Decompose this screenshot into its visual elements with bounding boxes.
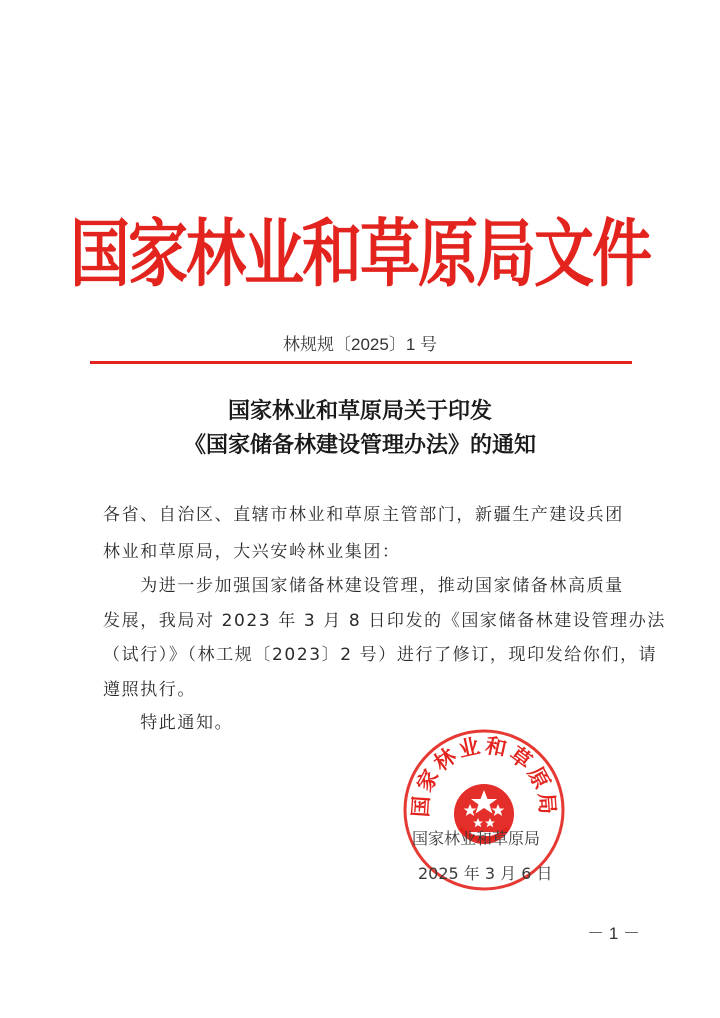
page-number: － 1 － — [587, 924, 640, 943]
red-separator-line — [90, 361, 632, 364]
document-masthead: 国家林业和草原局文件 — [70, 211, 650, 298]
document-number: 林规规〔2025〕1 号 — [283, 335, 437, 354]
body-line-7: 特此通知。 — [103, 713, 234, 733]
body-line-2: 林业和草原局，大兴安岭林业集团： — [103, 542, 401, 562]
body-line-5: （试行）》（林工规〔2023〕2 号）进行了修订，现印发给你们，请 — [103, 645, 658, 665]
body-line-1: 各省、自治区、直辖市林业和草原主管部门，新疆生产建设兵团 — [103, 505, 624, 525]
issuer-signature: 国家林业和草原局 — [412, 829, 541, 848]
body-line-3: 为进一步加强国家储备林建设管理，推动国家储备林高质量 — [103, 576, 624, 596]
title-line-2: 《国家储备林建设管理办法》的通知 — [183, 432, 536, 458]
title-line-1: 国家林业和草原局关于印发 — [227, 398, 492, 424]
body-line-6: 遵照执行。 — [103, 680, 196, 700]
body-line-4: 发展，我局对 2023 年 3 月 8 日印发的《国家储备林建设管理办法 — [103, 611, 666, 631]
seal-text: 国家林业和草原局 — [407, 732, 561, 818]
issue-date: 2025 年 3 月 6 日 — [418, 864, 553, 883]
document-title — [0, 394, 720, 462]
